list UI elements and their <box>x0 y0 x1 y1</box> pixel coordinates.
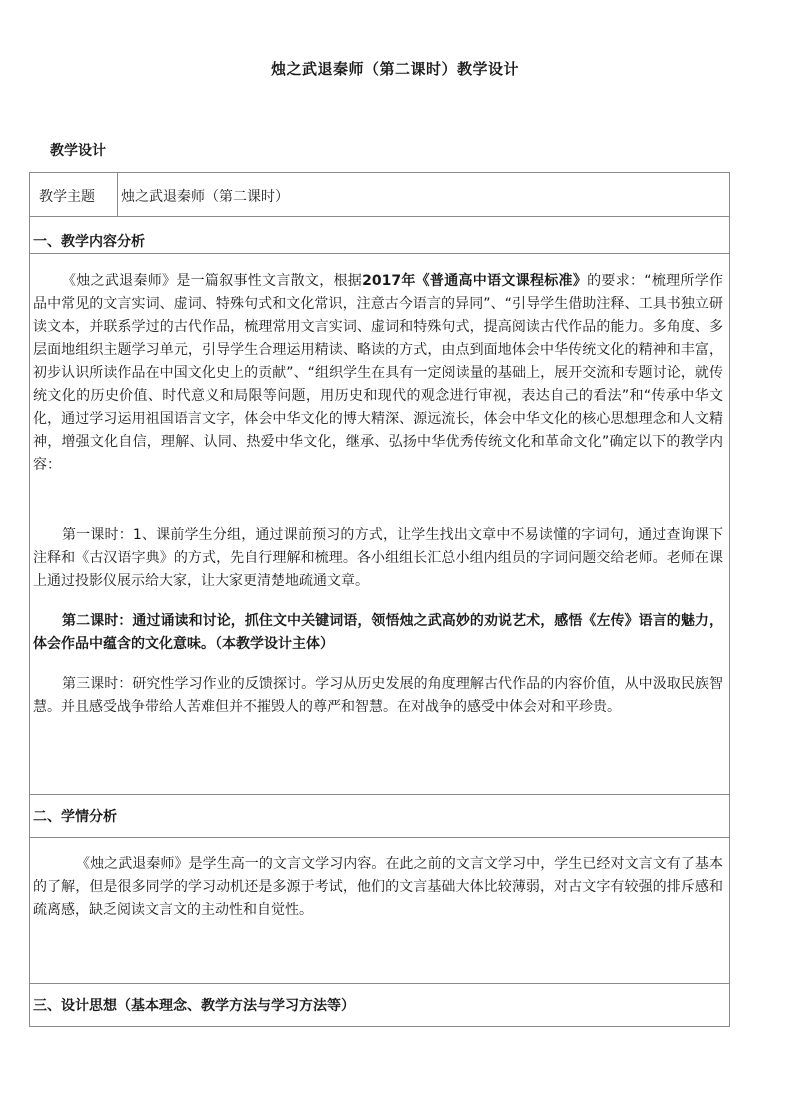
section-heading: 教学设计 <box>50 143 106 159</box>
learner-analysis-heading: 二、学情分析 <box>33 809 117 825</box>
paragraph-1-body: 的要求：“梳理所学作品中常见的文言实词、虚词、特殊句式和文化常识，注意古今语言的异同”、“引导学生借助注释、工具书独立研读文本，并联系学过的古代作品，梳理常用文言实词、虚词和特殊句式，提高阅读古代作品的能力。多角度、多层面地组织主题学习单元，引导学生合理运用精读、略读的方式，由点到面地体会中华传统文化的精神和丰富，初步认识所读作品在中国文化史上的贡献”、“组织学生在具有一定阅读量的基础上，展开交流和专题讨论，就传统文化的历史价值、时代意义和局限等问题，用历史和现代的观念进行审视，表达自己的看法”和“传承中华文化，通过学习运用祖国语言文字，体会中华文化的博大精深、源远流长，体会中华文化的核心思想理念和人文精神，增强文化自信，理解、认同、热爱中华文化，继承、弘扬中华优秀传统文化和革命文化”确定以下的教学内容： <box>33 273 723 473</box>
row-divider <box>30 837 729 838</box>
row-divider <box>30 794 729 795</box>
topic-label: 教学主题 <box>39 189 95 205</box>
row-divider <box>30 983 729 984</box>
topic-value: 烛之武退秦师（第二课时） <box>121 189 289 205</box>
content-analysis-heading: 一、教学内容分析 <box>33 234 145 250</box>
paragraph-1-intro: 《烛之武退秦师》是一篇叙事性文言散文，根据 <box>62 273 363 289</box>
lesson-design-table <box>29 172 730 1027</box>
document-title: 烛之武退秦师（第二课时）教学设计 <box>270 60 519 78</box>
content-analysis-paragraph-3: 第二课时：通过诵读和讨论，抓住文中关键词语，领悟烛之武高妙的劝说艺术，感悟《左传》语言的魅力，体会作品中蕴含的文化意味。（本教学设计主体） <box>33 613 723 652</box>
content-analysis-paragraph-4: 第三课时：研究性学习作业的反馈探讨。学习从历史发展的角度理解古代作品的内容价值，从中汲取民族智慧。并且感受战争带给人苦难但并不摧毁人的尊严和智慧。在对战争的感受中体会对和平珍贵。 <box>33 676 723 715</box>
curriculum-standard-title: 2017年《普通高中语文课程标准》 <box>362 273 588 289</box>
content-analysis-paragraph-1 <box>33 270 723 477</box>
content-analysis-paragraph-2: 第一课时：1、课前学生分组，通过课前预习的方式，让学生找出文章中不易读懂的字词句，通过查询课下注释和《古汉语字典》的方式，先自行理解和梳理。各小组组长汇总小组内组员的字词问题交给老师。老师在课上通过投影仪展示给大家，让大家更清楚地疏通文章。 <box>33 527 723 589</box>
learner-analysis-paragraph: 《烛之武退秦师》是学生高一的文言文学习内容。在此之前的文言文学习中，学生已经对文言文有了基本的了解，但是很多同学的学习动机还是多源于考试，他们的文言基础大体比较薄弱，对古文字有较强的排斥感和疏离感，缺乏阅读文言文的主动性和自觉性。 <box>33 856 723 918</box>
row-divider <box>30 253 729 254</box>
column-divider <box>117 173 118 216</box>
design-idea-heading: 三、设计思想（基本理念、教学方法与学习方法等） <box>33 998 355 1014</box>
row-divider <box>30 216 729 217</box>
